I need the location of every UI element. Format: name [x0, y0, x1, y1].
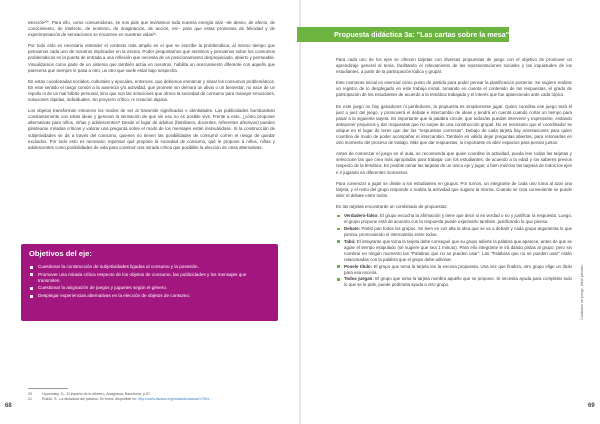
proposal-bullet: Ponele título: El grupo que toma la tarjeta lee la escena propuesta. Una vez que finaliza, otro grupo elige un título para esa escena.: [336, 264, 572, 276]
right-paragraph: Para comenzar a jugar se divide a los estudiantes en grupos. Por turnos, un integrante de cada uno toma al azar una tarjeta, y el resto del grupo responde o realiza la actividad que sugiere la misma. Cuando se crea conveniente se puede abrir el debate entre todos.: [336, 180, 572, 198]
objective-item: Cuestionar la construcción de subjetividades ligadas al consumo y la posesión.: [29, 264, 270, 270]
footnote: [28, 397, 275, 402]
footnote-rule: [28, 388, 68, 389]
proposal-bullet: Todos juegan: El grupo que toma la tarjeta nombra aquello que se propone. Si necesita ayuda para completar todo lo que se le pide, puede pedírsela ayuda a otro grupo.: [336, 276, 572, 288]
footnote-number: 21: [28, 396, 32, 401]
objective-item: Promover una mirada crítica respecto de los objetos de consumo, las publicidades y los mensajes que transmiten.: [29, 272, 270, 284]
right-paragraph: Antes de comenzar el juego en el aula, se recomienda que quien coordine la actividad, pueda leer todas las tarjetas y seleccione las que crea más apropiadas para trabajar con los estudiantes, de acuerdo a la edad y los saberes previos respecto de la temática. Es posible tomar las tarjetas de un único eje y jugar, o bien mezclar las tarjetas de todos los ejes e ir jugando en diferentes momentos.: [336, 151, 572, 175]
right-paragraph: En las tarjetas encontrarán un combinado de propuestas:: [336, 203, 448, 209]
objectives-title: Objetivos del eje:: [29, 249, 92, 258]
objectives-list: [29, 264, 270, 299]
left-paragraph: elección²⁰". Para ello, como consumidoras, se nos pide que invirtamos toda nuestra energía vital –de deseo, de afecto, de conocimiento, de intelecto, de erotismo, de imaginación, de acción, etc– para que estas promesas de felicidad y de experimentación de sensaciones se encarnen en nuestras vidas²¹.: [28, 20, 275, 38]
vertical-side-label: Cuidados en juego, ideal privado: [580, 264, 584, 320]
left-body-text: [28, 20, 275, 156]
footnotes: [28, 388, 275, 402]
footnote-link[interactable]: http://www.lavaca.org/notas/dictadura/17054...: [138, 396, 213, 401]
objective-item: Desplegar experiencias alternativas en la elección de objetos de consumo.: [29, 293, 270, 299]
page-gutter: [299, 0, 301, 424]
proposal-bullet: Verdadero-falso: El grupo escucha la afirmación y tiene que decir si es verdad o no y justificar la respuesta. Luego, el grupo propone está de acuerdo con la respuesta puede expresarlo también, justificando lo que piensa.: [336, 213, 572, 225]
footnote-number: 20: [28, 392, 32, 396]
right-paragraph: Este momento inicial es esencial como punto de partida para poder pensar la planificación posterior. Se sugiere realizar un registro de lo desplegado en este trabajo inicial, tomando en cuenta el contenido de las respuestas, el grado de participación de los estudiantes de acuerdo a la temática trabajada y el interés que fue apareciendo ante cada tópico.: [336, 80, 572, 98]
objectives-box: [21, 244, 278, 321]
left-page: [0, 0, 299, 424]
proposal-bullet: Debate: Partid pan todos los grupos. Se leen en voz alta la idea que se va a debatir y cada grupo argumenta lo que piensa, promoviendo el intercambio entre todos.: [336, 226, 572, 238]
right-paragraph: Para cada uno de los ejes se ofrecen tarjetas con diversas propuestas de juego con el objetivo de promover un aprendizaje general al tema, facilitando el relevamiento de las representaciones sociales y las inquietudes de los estudiantes, a partir de la participación lúdica y grupal.: [336, 57, 572, 75]
objective-item: Cuestionar la asignación de juegos y juguetes según el género.: [29, 285, 270, 291]
proposal-bullet: Tabú: El integrante que toma la tarjeta debe conseguir que su grupo adierte la palabra que aparece, antes de que se agote el tiempo estipulado (se sugiere que sea 1 minuto). Para ello integrante le irá dando pistas al grupo, pero sin nombrar en ningún momento las "Palabras que no se pueden usar". Las "Palabras que no se pueden usar" están relacionadas con la palabra que el grupo debe adivinar.: [336, 239, 572, 263]
footnote-text: Lipovetsky, G., El imperio de lo efímero, Anagrama, Barcelona, p.97.: [42, 392, 151, 396]
footnote-text: Rolnik, S., La dictadura del paraíso. En línea, disponible en: http://www.lavaca.org/notas/dictadura/17054...: [42, 396, 213, 401]
proposal-title: Propuesta didáctica 3a: "Las cartas sobre la mesa": [334, 30, 510, 39]
right-body-text: [336, 57, 572, 289]
left-paragraph: Los objetos transforman entonces los modos de ser al transmitir significados e identidades. Las publicidades bombardean constantemente con estas ideas y generan la sensación de que sin eso no es posible vivir. Frente a esto, ¿cómo proponer alternativas para niños, niñas y adolescentes? Desde el lugar de adultos (familiares, docentes, referentes afectivos) pueden plantearse miradas críticas y valorar una pregunta sobre el modo de los mensajes están insinuándose. Si la construcción de subjetividades se da a través del consumo, quienes no tienen las posibilidades de consumir corren el riesgo de quedar excluidos. Por todo esto es necesario repensar qué propone la sociedad de consumo, qué le propone a niños, niñas y adolescentes como posibilidades de vida para construir una mirada crítica que posibilite la elección de otras alternativas.: [28, 108, 275, 150]
left-paragraph: Por todo esto es necesario entender el contexto más amplio en el que se inscribe la problemática, al mismo tiempo que pensamos cada uno de nosotros implicados en la misma. Poder preguntarnos qué sentimos y pensamos sobre los consumos problemáticos es la puerta de entrada a una reflexión que necesita de un posicionamiento desprejuiciado, abierto y permeable. Visualizamos como parte de un sistema que también actúa en nosotros, habilita un acercamiento diferente con aquello que parecería que siempre le pasa a otro, un otro que suele estar bajo sospecha.: [28, 43, 276, 73]
page-number-right: 69: [588, 403, 595, 409]
page-number-left: 68: [5, 403, 12, 409]
right-paragraph: En este juego no hay ganadores ni perdedores, la propuesta es simplemente jugar. Quien coordina ese juego será el juez o juez del juego, y promoverá el debate e intercambio de ideas y tendrá en cuenta cuando cortar un tiempo para pasar a la siguiente tarjeta. Es importante que la palabra circule, que todos/as puedan intervenir y expresarse, evitando anteponer prejuicios y dar respuestas que no surjan de una construcción grupal. No es necesario que el coordinador se ubique en el lugar de tener que dar las "respuestas correctas". Debajo de cada tarjeta hay orientaciones para quien coordina de modo de poder acompañar el intercambio. También es válido dejar preguntas abiertas, para retomarlas en otro momento del proceso de trabajo. Más que dar respuestas, lo importante es abrir espacios para pensar juntos.: [336, 103, 572, 146]
left-paragraph: En estas coordenadas sociales, culturales y epocales, entonces, que debemos enmarcar y situar los consumos problemáticos. En este sentido el rasgo común a la ausencia y/o actividad, que promete sin demora un alivio o un bienestar, no nace de un repollo ni de un mal hábito personal, sino que son las soluciones que ofrece la sociedad de consumo para manejar emociones, soluciones rápidas, individuales, sin proyecto crítico, ni creación alguna.: [28, 78, 276, 103]
